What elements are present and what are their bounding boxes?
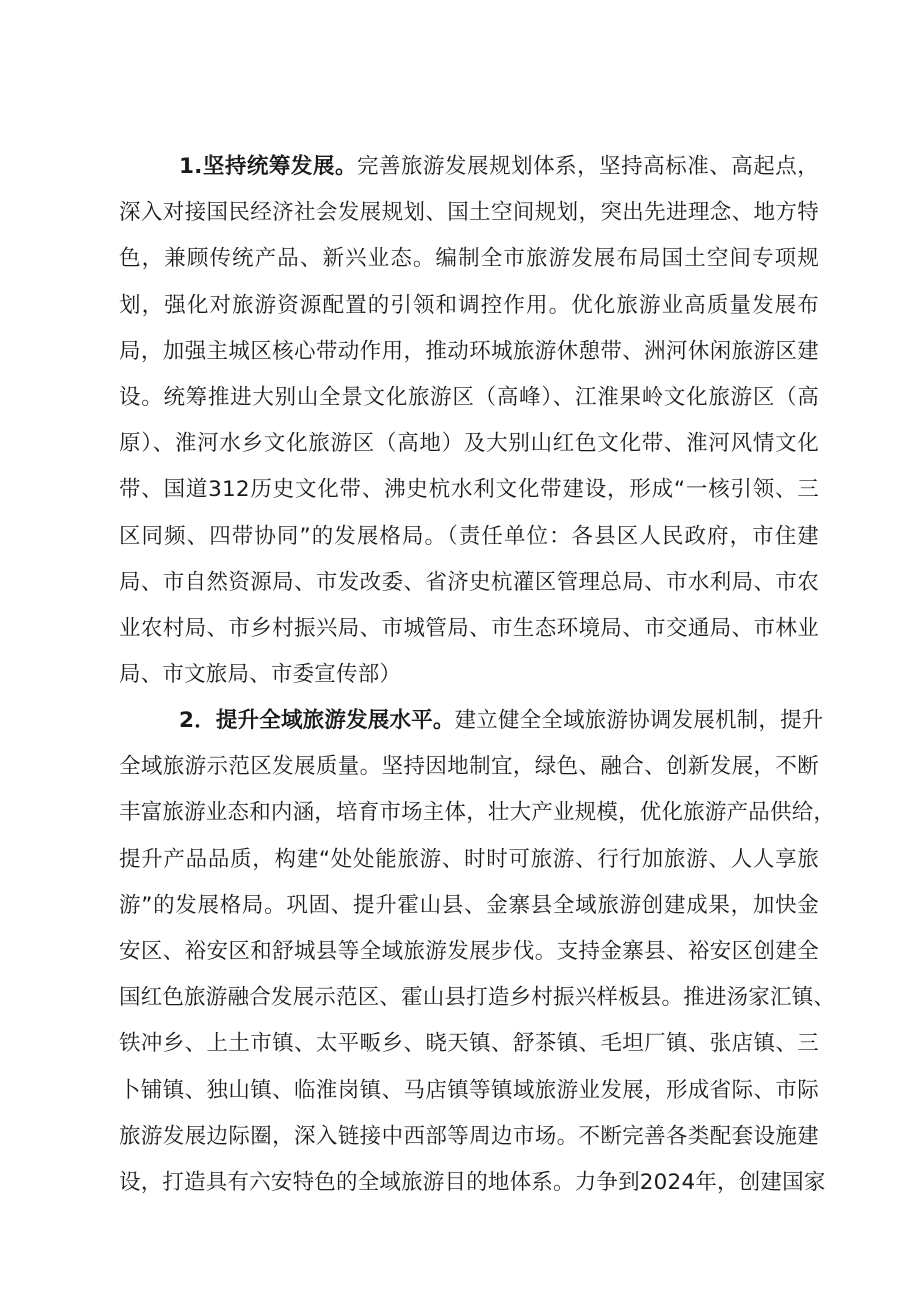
paragraph-line: 原）、淮河水乡文化旅游区（高地）及大别山红色文化带、淮河风情文化	[119, 431, 819, 457]
paragraph-line: 带、国道312历史文化带、沸史杭水利文化带建设，形成“一核引领、三	[119, 477, 819, 503]
paragraph-text: 建立健全全域旅游协调发展机制，提升	[454, 708, 824, 733]
paragraph-line: 业农村局、市乡村振兴局、市城管局、市生态环境局、市交通局、市林业	[119, 615, 819, 641]
paragraph-heading: 1.坚持统筹发展。	[179, 154, 357, 179]
paragraph-line: 划，强化对旅游资源配置的引领和调控作用。优化旅游业高质量发展布	[119, 292, 819, 318]
paragraph-line	[119, 698, 824, 744]
paragraph-line: 丰富旅游业态和内涵，培育市场主体，壮大产业规模，优化旅游产品供给，	[119, 800, 836, 826]
paragraph-1	[119, 144, 819, 698]
paragraph-line: 区同频、四带协同”的发展格局。（责任单位：各县区人民政府，市住建	[119, 523, 819, 549]
paragraph-line: 局，加强主城区核心带动作用，推动环城旅游休憩带、洲河休闲旅游区建	[119, 338, 819, 364]
paragraph-line: 设。统筹推进大别山全景文化旅游区（高峰）、江淮果岭文化旅游区（高	[119, 384, 819, 410]
paragraph-line: 旅游发展边际圈，深入链接中西部等周边市场。不断完善各类配套设施建	[119, 1123, 819, 1149]
paragraph-line: 全域旅游示范区发展质量。坚持因地制宜，绿色、融合、创新发展，不断	[119, 754, 819, 780]
paragraph-line: 色，兼顾传统产品、新兴业态。编制全市旅游发展布局国土空间专项规	[119, 246, 819, 272]
paragraph-heading: 2．提升全域旅游发展水平。	[179, 708, 455, 733]
paragraph-line	[119, 144, 819, 190]
paragraph-line: 局、市自然资源局、市发改委、省济史杭灌区管理总局、市水利局、市农	[119, 569, 819, 595]
paragraph-line: 安区、裕安区和舒城县等全域旅游发展步伐。支持金寨县、裕安区创建全	[119, 938, 819, 964]
paragraph-line: 卜铺镇、独山镇、临淮岗镇、马店镇等镇域旅游业发展，形成省际、市际	[119, 1077, 819, 1103]
paragraph-line: 深入对接国民经济社会发展规划、国土空间规划，突出先进理念、地方特	[119, 200, 819, 226]
paragraph-text: 完善旅游发展规划体系，坚持高标准、高起点，	[356, 154, 819, 179]
paragraph-line: 局、市文旅局、市委宣传部）	[119, 662, 402, 688]
paragraph-line: 提升产品品质，构建“处处能旅游、时时可旅游、行行加旅游、人人享旅	[119, 846, 819, 872]
paragraph-2	[119, 698, 836, 1206]
paragraph-line: 铁冲乡、上土市镇、太平畈乡、晓天镇、舒茶镇、毛坦厂镇、张店镇、三	[119, 1031, 819, 1057]
paragraph-line: 国红色旅游融合发展示范区、霍山县打造乡村振兴样板县。推进汤家汇镇、	[119, 985, 836, 1011]
paragraph-line: 游”的发展格局。巩固、提升霍山县、金寨县全域旅游创建成果，加快金	[119, 892, 819, 918]
paragraph-line: 设，打造具有六安特色的全域旅游目的地体系。力争到2024年，创建国家	[119, 1169, 826, 1195]
